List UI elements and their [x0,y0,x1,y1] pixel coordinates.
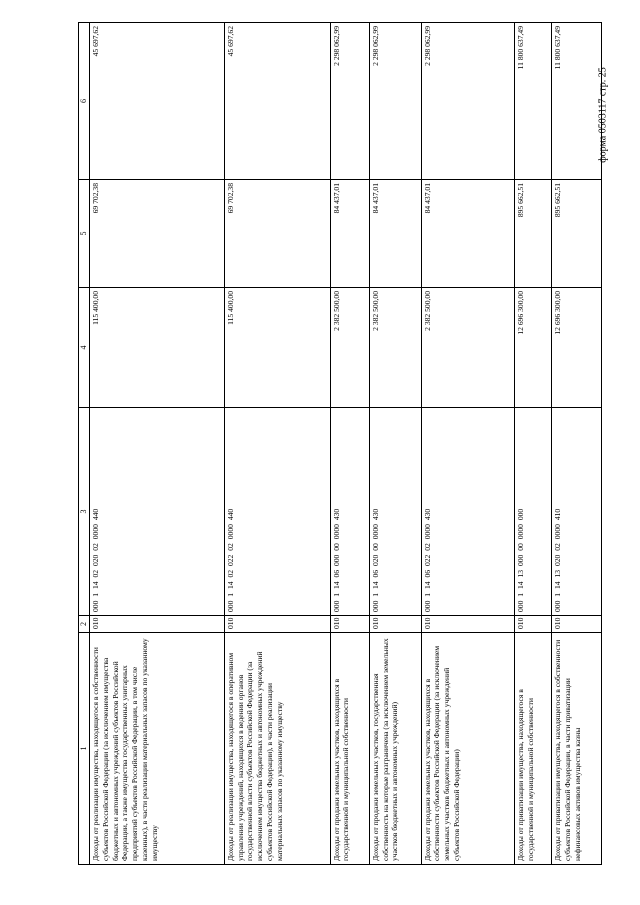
report-table [78,22,602,865]
row-kbk-code: 000 1 14 02 020 02 0000 440 [90,408,225,616]
row-executed: 895 662,51 [514,180,551,288]
header-col-6: 6 [79,23,90,180]
row-unexecuted: 2 298 062,99 [421,23,514,180]
row-line-code: 010 [369,616,421,633]
row-approved: 115 400,00 [90,288,225,408]
row-line-code: 010 [421,616,514,633]
row-kbk-code: 000 1 14 06 000 00 0000 430 [330,408,369,616]
table-row [224,23,330,865]
row-line-code: 010 [552,616,602,633]
row-line-code: 010 [330,616,369,633]
table-row [369,23,421,865]
row-executed: 69 702,38 [224,180,330,288]
row-executed: 84 437,01 [421,180,514,288]
row-executed: 69 702,38 [90,180,225,288]
row-approved: 12 696 300,00 [552,288,602,408]
row-name: Доходы от реализации имущества, находящегося в оперативном управлении учреждений, находящихся в ведении органов государственной власти субъектов Российской Федерации (за исключением имущества бюджетных и автономных учреждений субъектов Российской Федерации), в части реализации материальных запасов по указанному имуществу [224,633,330,865]
row-name: Доходы от приватизации имущества, находящегося в государственной и муниципальной собственности [514,633,551,865]
row-unexecuted: 11 800 637,49 [552,23,602,180]
row-kbk-code: 000 1 14 13 020 02 0000 410 [552,408,602,616]
row-name: Доходы от продажи земельных участков, государственная собственность на которые разграничена (за исключением земельных участков бюджетных и автономных учреждений) [369,633,421,865]
row-name: Доходы от продажи земельных участков, находящихся в собственности субъектов Российской Федерации (за исключением земельных участков бюджетных и автономных учреждений субъектов Российской Федерации) [421,633,514,865]
row-approved: 115 400,00 [224,288,330,408]
row-executed: 84 437,01 [330,180,369,288]
row-executed: 84 437,01 [369,180,421,288]
table-row [330,23,369,865]
row-name: Доходы от реализации имущества, находящегося в собственности субъектов Российской Федерации (за исключением имущества бюджетных и автономных учреждений субъектов Российской Федерации, а также имущества государственных унитарных предприятий субъектов Российской Федерации, в том числе казенных), в части реализации материальных запасов по указанному имуществу [90,633,225,865]
row-approved: 2 382 500,00 [421,288,514,408]
row-kbk-code: 000 1 14 06 022 02 0000 430 [421,408,514,616]
header-col-2: 2 [79,616,90,633]
table-row [421,23,514,865]
row-unexecuted: 11 800 637,49 [514,23,551,180]
row-approved: 2 382 500,00 [330,288,369,408]
row-unexecuted: 45 697,62 [224,23,330,180]
table-row [90,23,225,865]
header-col-4: 4 [79,288,90,408]
row-line-code: 010 [224,616,330,633]
row-unexecuted: 2 298 062,99 [369,23,421,180]
form-label-text: форма 0503117 стр. 25 [597,67,609,163]
report-table-container [78,23,602,865]
header-row [79,23,90,865]
table-row [514,23,551,865]
row-kbk-code: 000 1 14 06 020 00 0000 430 [369,408,421,616]
row-line-code: 010 [90,616,225,633]
table-row [552,23,602,865]
header-col-3: 3 [79,408,90,616]
row-unexecuted: 2 298 062,99 [330,23,369,180]
row-approved: 12 696 300,00 [514,288,551,408]
row-kbk-code: 000 1 14 13 000 00 0000 000 [514,408,551,616]
row-approved: 2 382 500,00 [369,288,421,408]
row-executed: 895 662,51 [552,180,602,288]
row-unexecuted: 45 697,62 [90,23,225,180]
header-col-5: 5 [79,180,90,288]
row-name: Доходы от продажи земельных участков, находящихся в государственной и муниципальной собственности [330,633,369,865]
row-line-code: 010 [514,616,551,633]
row-kbk-code: 000 1 14 02 022 02 0000 440 [224,408,330,616]
header-col-1: 1 [79,633,90,865]
row-name: Доходы от приватизации имущества, находящегося в собственности субъектов Российской Федерации, в части приватизации нефинансовых активов имущества казны [552,633,602,865]
